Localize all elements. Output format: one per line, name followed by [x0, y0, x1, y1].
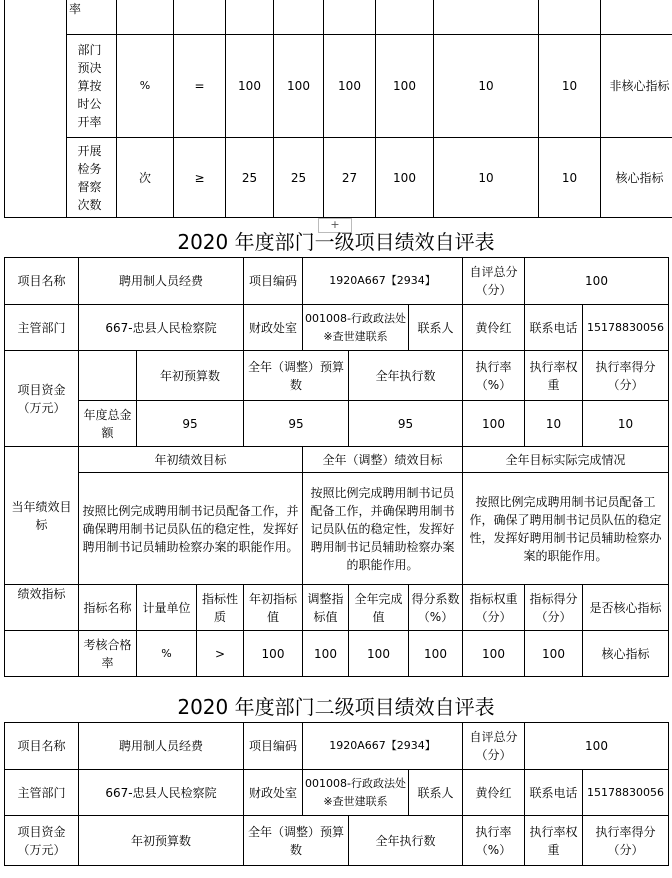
ind-weight: 100 [463, 631, 525, 677]
annual-score: 10 [583, 401, 669, 447]
ind-label: 绩效指标 [5, 585, 79, 631]
goal-header-initial: 年初绩效目标 [79, 447, 303, 473]
ind-nature: > [197, 631, 244, 677]
project-code: 1920A667【2934】 [303, 723, 463, 770]
annual-rate: 100 [463, 401, 525, 447]
indicator-name: 部门预决算按时公开率 [67, 35, 117, 138]
funds-label: 项目资金（万元） [5, 351, 79, 447]
section1-table [4, 257, 669, 677]
indicator-score: 10 [539, 35, 601, 138]
dept: 667-忠县人民检察院 [79, 770, 244, 816]
contact-label: 联系人 [409, 770, 463, 816]
indicator-coef: 100 [376, 138, 434, 218]
header-exec-score: 执行率得分（分） [583, 351, 669, 401]
self-total-label: 自评总分（分） [463, 258, 525, 305]
top-indicator-table [4, 0, 672, 218]
indicator-score: 10 [539, 138, 601, 218]
indicator-core: 核心指标 [601, 138, 672, 218]
ind-header-name: 指标名称 [79, 585, 137, 631]
finance-label: 财政处室 [244, 305, 303, 351]
contact: 黄伶红 [463, 770, 525, 816]
phone: 15178830056 [583, 305, 669, 351]
phone-label: 联系电话 [525, 305, 583, 351]
header-exec: 全年执行数 [349, 351, 463, 401]
funds-label: 项目资金（万元） [5, 816, 79, 866]
ind-coef: 100 [409, 631, 463, 677]
self-total: 100 [525, 258, 669, 305]
header-adjusted-budget: 全年（调整）预算数 [244, 351, 349, 401]
annual-adjusted: 95 [244, 401, 349, 447]
dept: 667-忠县人民检察院 [79, 305, 244, 351]
ind-header-weight: 指标权重（分） [463, 585, 525, 631]
header-initial-budget: 年初预算数 [137, 351, 244, 401]
project-name-label: 项目名称 [5, 258, 79, 305]
header-exec-rate: 执行率（%） [463, 351, 525, 401]
contact: 黄伶红 [463, 305, 525, 351]
indicator-nature: = [174, 35, 226, 138]
phone-label: 联系电话 [525, 770, 583, 816]
goal-actual: 按照比例完成聘用制书记员配备工作，确保了聘用制书记员队伍的稳定性，发挥好聘用制书记员辅助检察办案的职能作用。 [463, 473, 669, 585]
header-exec-weight: 执行率权重 [525, 816, 583, 866]
indicator-initial: 25 [226, 138, 274, 218]
ind-header-adjusted: 调整指标值 [303, 585, 349, 631]
ind-unit: % [137, 631, 197, 677]
header-adjusted-budget: 全年（调整）预算数 [244, 816, 349, 866]
header-initial-budget: 年初预算数 [79, 816, 244, 866]
header-exec: 全年执行数 [349, 816, 463, 866]
indicator-initial: 100 [226, 35, 274, 138]
contact-label: 联系人 [409, 305, 463, 351]
ind-header-nature: 指标性质 [197, 585, 244, 631]
goal-initial: 按照比例完成聘用制书记员配备工作，并确保聘用制书记员队伍的稳定性，发挥好聘用制书记员辅助检察办案的职能作用。 [79, 473, 303, 585]
ind-core: 核心指标 [583, 631, 669, 677]
indicator-name-tail: 率 [67, 0, 117, 35]
project-code-label: 项目编码 [244, 723, 303, 770]
indicator-adjusted: 25 [274, 138, 324, 218]
ind-header-initial: 年初指标值 [244, 585, 303, 631]
goal-header-adjusted: 全年（调整）绩效目标 [303, 447, 463, 473]
finance: 001008-行政政法处※查世建联系 [303, 305, 409, 351]
project-name: 聘用制人员经费 [79, 258, 244, 305]
ind-adjusted: 100 [303, 631, 349, 677]
project-name-label: 项目名称 [5, 723, 79, 770]
annual-total-label: 年度总金额 [79, 401, 137, 447]
indicator-name: 开展检务督察次数 [67, 138, 117, 218]
insert-row-button[interactable]: + [318, 218, 352, 233]
goal-adjusted: 按照比例完成聘用制书记员配备工作，并确保聘用制书记员队伍的稳定性，发挥好聘用制书记员辅助检察办案的职能作用。 [303, 473, 463, 585]
indicator-actual: 100 [324, 35, 376, 138]
dept-label: 主管部门 [5, 305, 79, 351]
finance-label: 财政处室 [244, 770, 303, 816]
goal-header-actual: 全年目标实际完成情况 [463, 447, 669, 473]
header-exec-weight: 执行率权重 [525, 351, 583, 401]
indicator-weight: 10 [434, 138, 539, 218]
annual-initial: 95 [137, 401, 244, 447]
section2-table [4, 722, 669, 866]
indicator-weight: 10 [434, 35, 539, 138]
ind-name: 考核合格率 [79, 631, 137, 677]
indicator-unit: 次 [117, 138, 174, 218]
annual-exec: 95 [349, 401, 463, 447]
indicator-adjusted: 100 [274, 35, 324, 138]
self-total: 100 [525, 723, 669, 770]
self-total-label: 自评总分（分） [463, 723, 525, 770]
ind-score: 100 [525, 631, 583, 677]
indicator-actual: 27 [324, 138, 376, 218]
ind-header-actual: 全年完成值 [349, 585, 409, 631]
project-name: 聘用制人员经费 [79, 723, 244, 770]
project-code-label: 项目编码 [244, 258, 303, 305]
indicator-core: 非核心指标 [601, 35, 672, 138]
dept-label: 主管部门 [5, 770, 79, 816]
ind-header-unit: 计量单位 [137, 585, 197, 631]
section2-title: 2020 年度部门二级项目绩效自评表 [177, 695, 495, 719]
goal-label: 当年绩效目标 [5, 447, 79, 585]
indicator-coef: 100 [376, 35, 434, 138]
ind-header-core: 是否核心指标 [583, 585, 669, 631]
indicator-unit: % [117, 35, 174, 138]
section1-title: 2020 年度部门一级项目绩效自评表 [177, 230, 495, 254]
project-code: 1920A667【2934】 [303, 258, 463, 305]
blank-cell [5, 0, 67, 218]
ind-header-coef: 得分系数（%） [409, 585, 463, 631]
ind-actual: 100 [349, 631, 409, 677]
ind-initial: 100 [244, 631, 303, 677]
ind-header-score: 指标得分（分） [525, 585, 583, 631]
phone: 15178830056 [583, 770, 669, 816]
header-exec-score: 执行率得分（分） [583, 816, 669, 866]
header-exec-rate: 执行率（%） [463, 816, 525, 866]
annual-weight: 10 [525, 401, 583, 447]
indicator-nature: ≥ [174, 138, 226, 218]
finance: 001008-行政政法处※查世建联系 [303, 770, 409, 816]
